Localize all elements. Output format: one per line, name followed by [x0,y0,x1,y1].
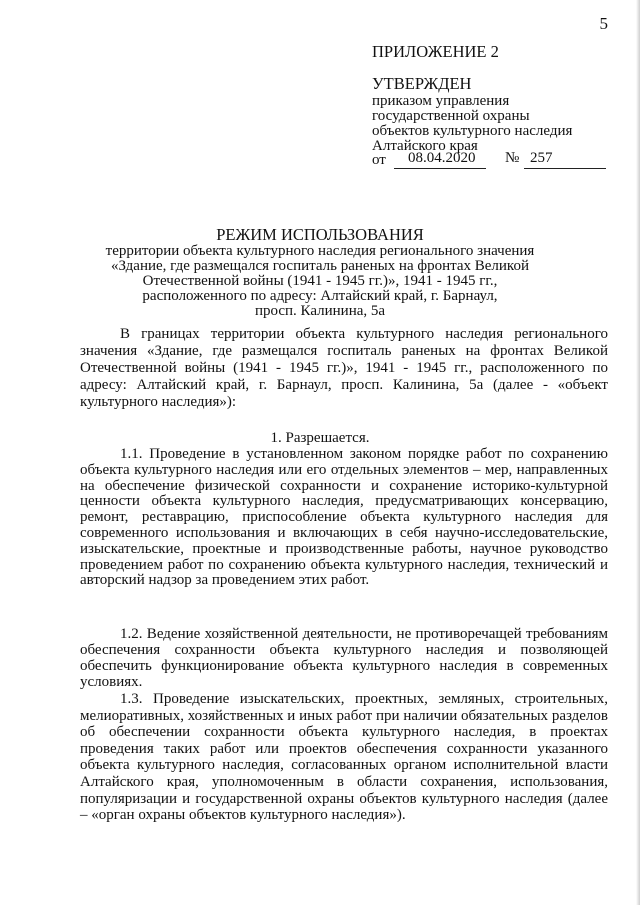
heading-line-2: «Здание, где размещался госпиталь раненых на фронтах Великой [111,258,529,274]
clause-1-3 [80,691,608,824]
number-label: № [505,150,520,166]
clause-1-3-text: 1.3. Проведение изыскательских, проектных, земляных, строительных, мелиоративных, хозяйственных и иных работ при наличии обязательных разделов об обеспечении сохранности объекта культурного наследия, в проектах проведения таких работ или проектов обеспечения сохранности указанного объекта культурного наследия, согласованных органом исполнительной власти Алтайского края, уполномоченным в области сохранения, использования, популяризации и государственной охраны объектов культурного наследия (далее – «орган охраны объектов культурного наследия»). [80,691,608,824]
clause-1-2-text: 1.2. Ведение хозяйственной деятельности, не противоречащей требованиям обеспечения сохранности объекта культурного наследия и позволяющей обеспечить функционирование объекта культурного наследия в современных условиях. [80,626,608,690]
clause-1-1-text: 1.1. Проведение в установленном законом порядке работ по сохранению объекта культурного наследия или его отдельных элементов – мер, направленных на обеспечение физической сохранности и сохранение историко-культурной ценности объекта культурного наследия, предусматривающих консервацию, ремонт, реставрацию, приспособление объекта культурного наследия для современного использования и включающих в себя научно-исследовательские, изыскательские, проектные и производственные работы, научное руководство проведением работ по сохранению объекта культурного наследия, технический и авторский надзор за проведением этих работ. [80,446,608,589]
section-heading: 1. Разрешается. [270,430,370,446]
heading-line-4: расположенного по адресу: Алтайский край, г. Барнаул, [142,288,498,304]
heading-line-5: просп. Калинина, 5а [254,303,386,319]
number-underline [524,168,606,169]
approval-line-4: Алтайского края [372,138,478,154]
scan-edge-shadow [636,0,640,905]
approval-date: 08.04.2020 [408,150,476,166]
heading-line-3: Отечественной войны (1941 - 1945 гг.)», 1941 - 1945 гг., [142,273,498,289]
intro-paragraph [80,326,608,411]
page-title: РЕЖИМ ИСПОЛЬЗОВАНИЯ [216,225,424,244]
page-number: 5 [599,14,608,33]
intro-text: В границах территории объекта культурного наследия регионального значения «Здание, где размещался госпиталь раненых на фронтах Великой Отечественной войны (1941 - 1945 гг.)», 1941 - 1945 гг., расположенного по адресу: Алтайский край, г. Барнаул, просп. Калинина, 5а (далее - «объект культурного наследия»): [80,326,608,410]
appendix-label: ПРИЛОЖЕНИЕ 2 [372,42,499,61]
clause-1-2 [80,626,608,690]
date-prefix: от [372,152,386,168]
approval-number: 257 [530,150,553,166]
approved-label: УТВЕРЖДЕН [372,74,472,93]
heading-line-1: территории объекта культурного наследия регионального значения [105,243,535,259]
clause-1-1 [80,447,608,589]
approval-line-1: приказом управления [372,93,510,109]
date-underline [394,168,486,169]
approval-line-2: государственной охраны [372,108,530,124]
approval-line-3: объектов культурного наследия [372,123,573,139]
